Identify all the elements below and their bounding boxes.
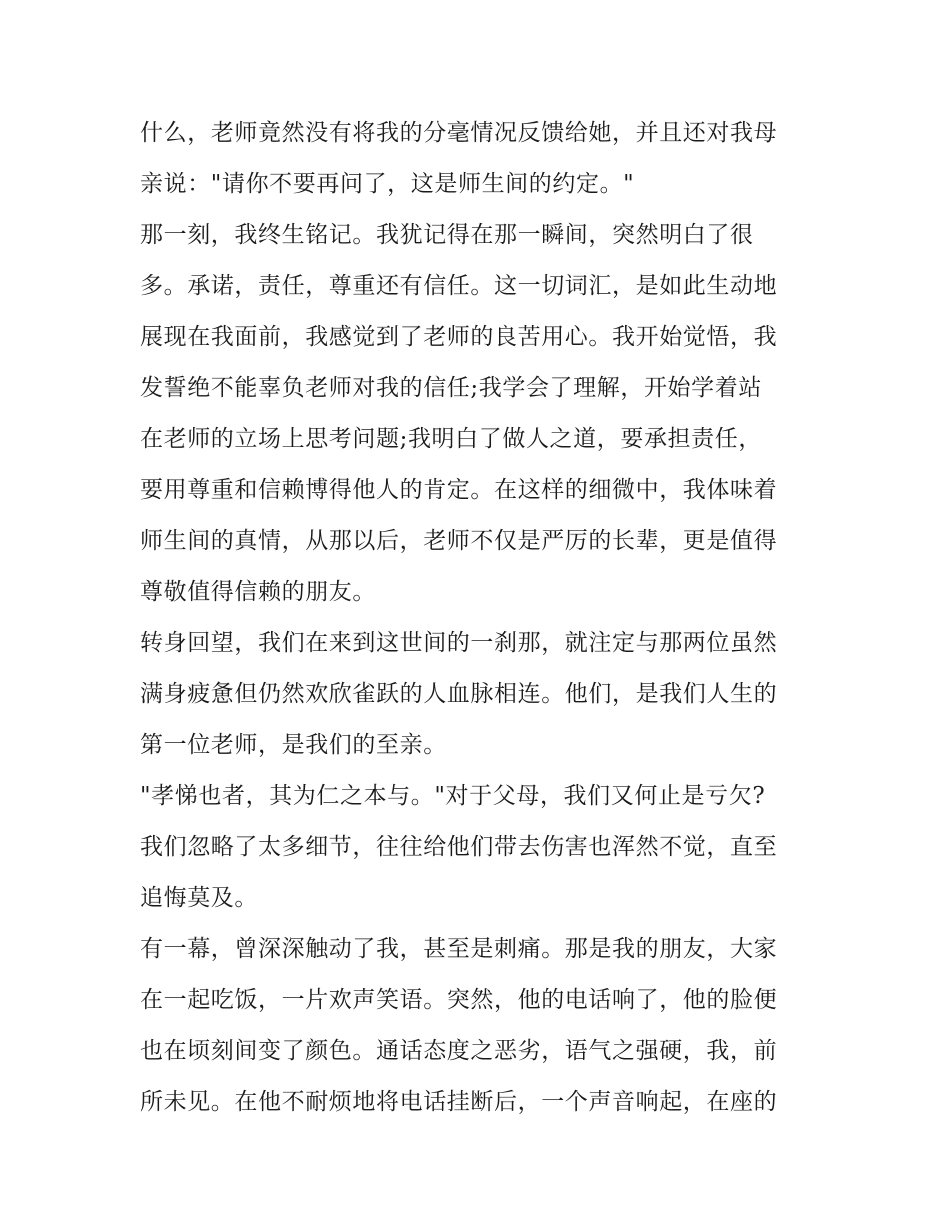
text-line: 那一刻，我终生铭记。我犹记得在那一瞬间，突然明白了很 [140,222,754,248]
text-line: 在老师的立场上思考问题;我明白了做人之道，要承担责任， [140,426,762,452]
text-line: 有一幕，曾深深触动了我，甚至是刺痛。那是我的朋友，大家 [140,936,778,962]
text-line: 我们忽略了太多细节，往往给他们带去伤害也浑然不觉，直至 [140,834,778,860]
text-line: 满身疲惫但仍然欢欣雀跃的人血脉相连。他们，是我们人生的 [140,681,778,707]
text-line: 尊敬值得信赖的朋友。 [140,579,376,605]
text-line: 追悔莫及。 [140,885,258,911]
text-line: 也在顷刻间变了颜色。通话态度之恶劣，语气之强硬，我，前 [140,1038,778,1064]
text-line: 亲说："请你不要再问了，这是师生间的约定。" [140,171,635,197]
text-line: 在一起吃饭，一片欢声笑语。突然，他的电话响了，他的脸便 [140,987,778,1013]
text-line: "孝悌也者，其为仁之本与。"对于父母，我们又何止是亏欠? [140,783,766,809]
text-line: 第一位老师，是我们的至亲。 [140,732,447,758]
essay-body [140,108,820,1128]
text-line: 发誓绝不能辜负老师对我的信任;我学会了理解，开始学着站 [140,375,762,401]
text-line: 多。承诺，责任，尊重还有信任。这一切词汇，是如此生动地 [140,273,778,299]
text-line: 师生间的真情，从那以后，老师不仅是严厉的长辈，更是值得 [140,528,778,554]
text-line: 什么，老师竟然没有将我的分毫情况反馈给她，并且还对我母 [140,120,778,146]
text-line: 要用尊重和信赖博得他人的肯定。在这样的细微中，我体味着 [140,477,778,503]
text-line: 所未见。在他不耐烦地将电话挂断后，一个声音响起，在座的 [140,1089,778,1115]
text-line: 展现在我面前，我感觉到了老师的良苦用心。我开始觉悟，我 [140,324,778,350]
text-line: 转身回望，我们在来到这世间的一刹那，就注定与那两位虽然 [140,630,778,656]
